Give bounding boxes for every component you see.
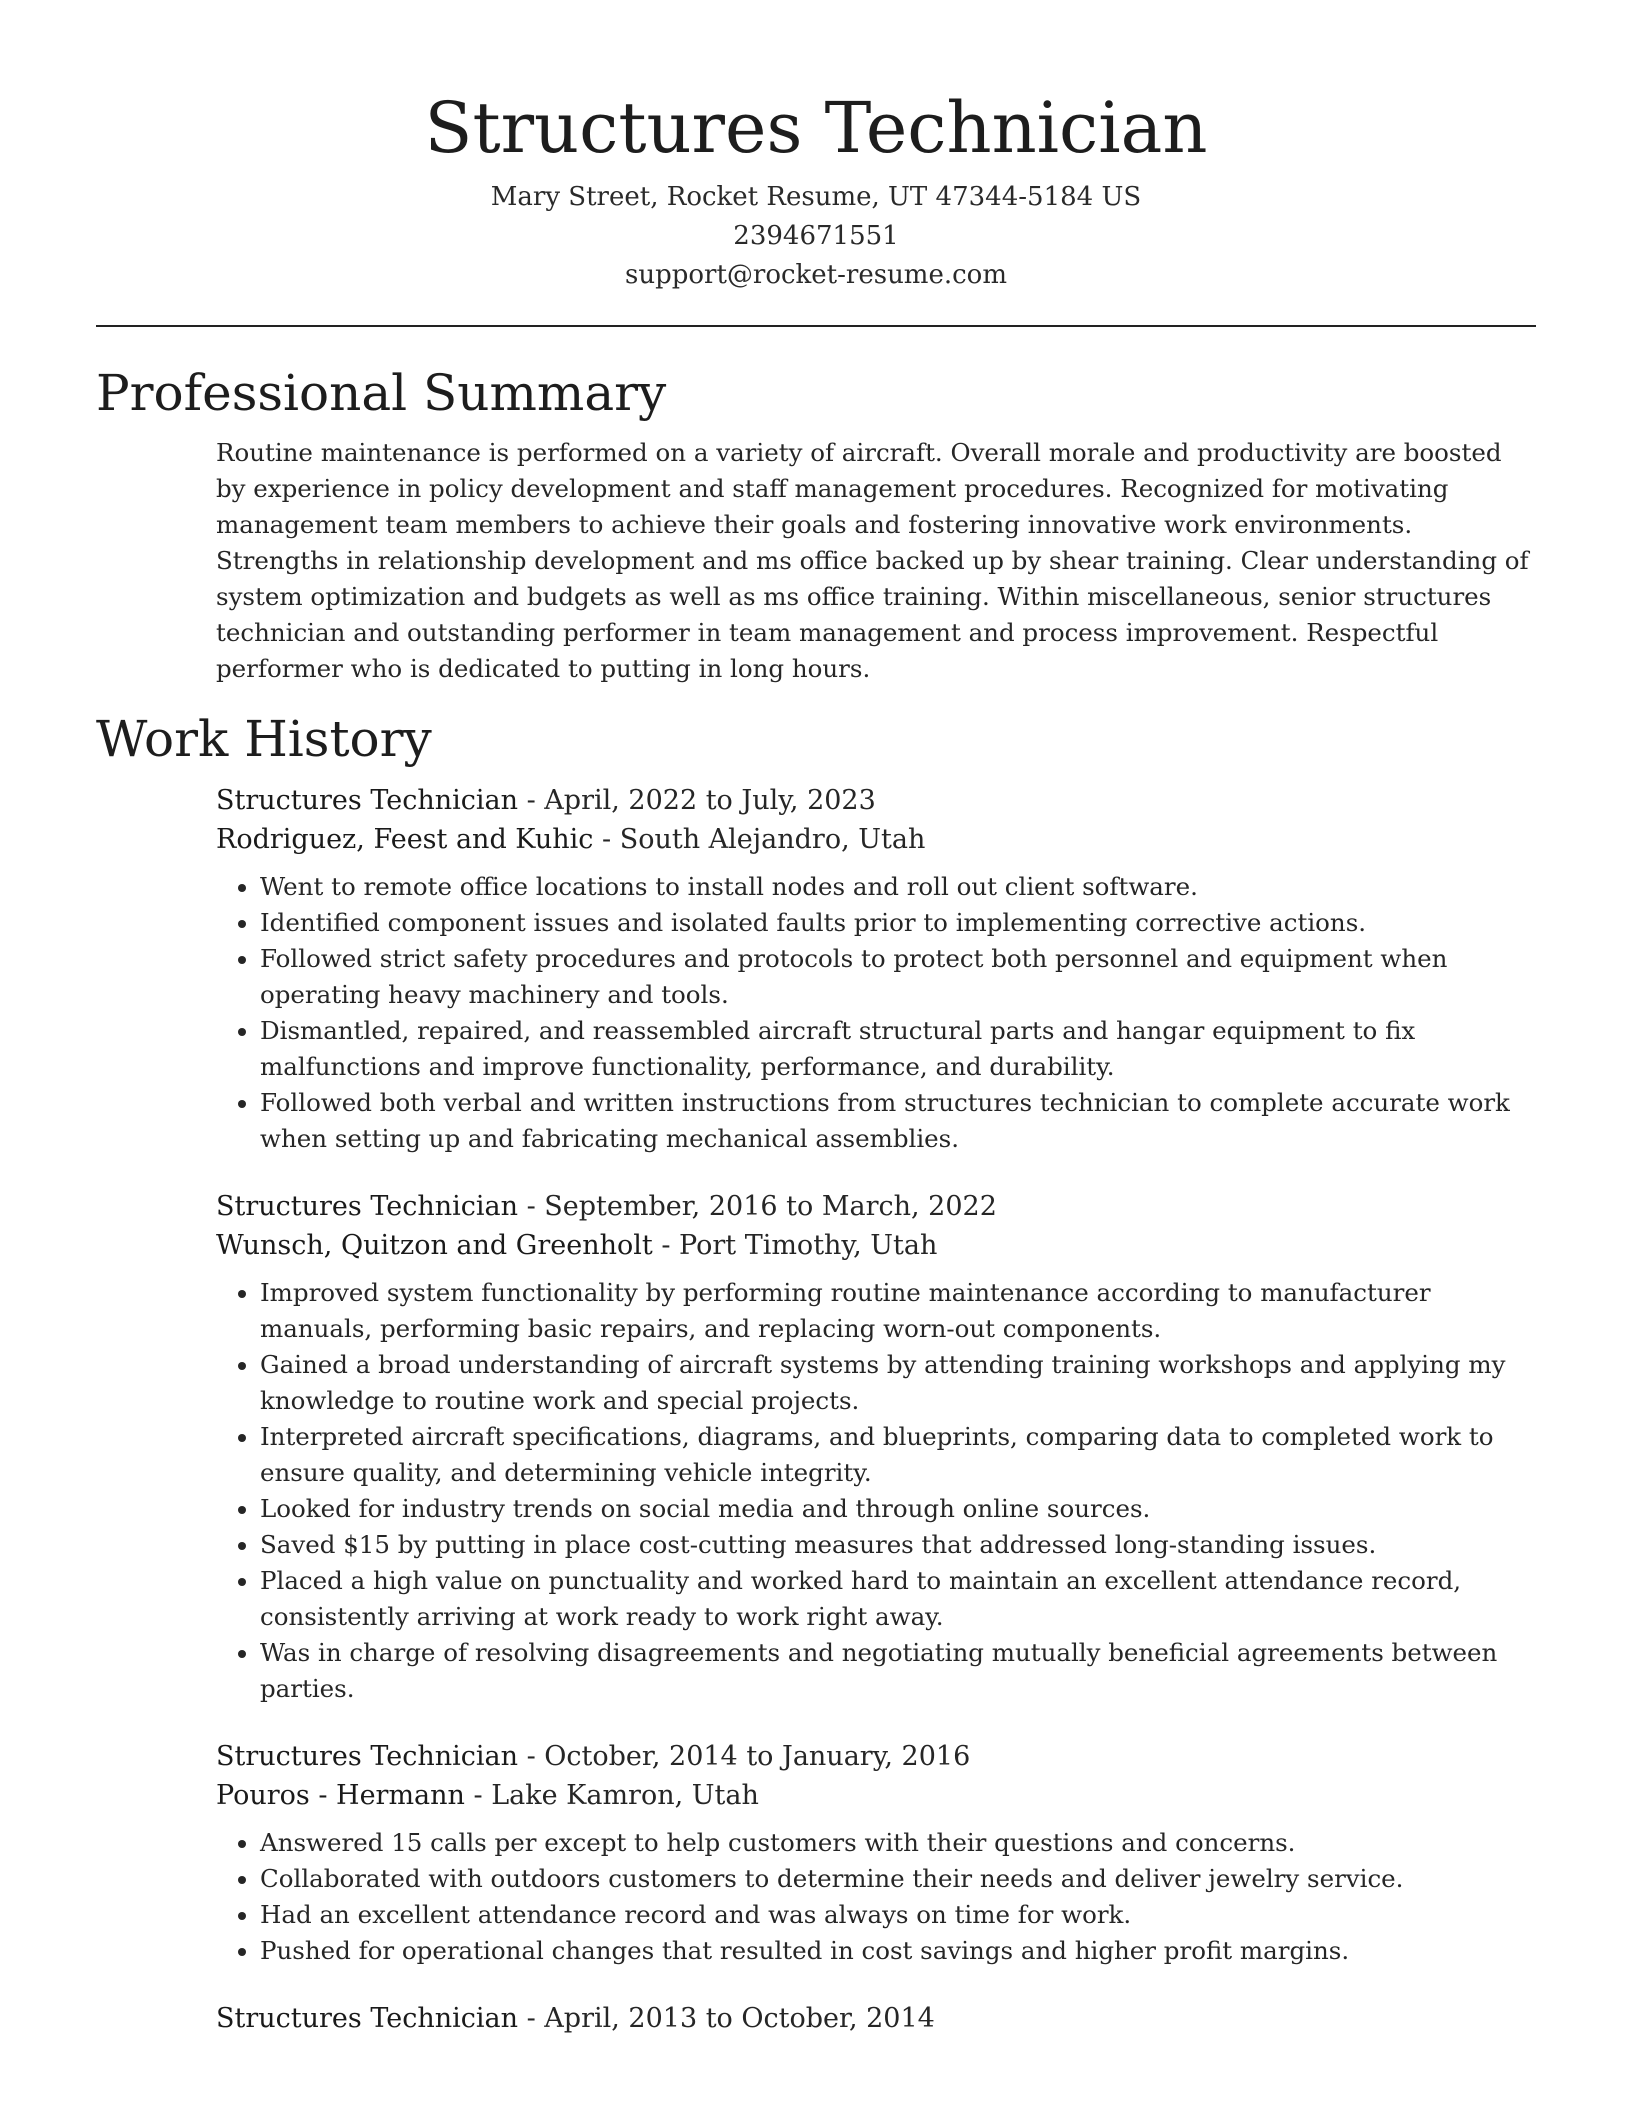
job-title: Structures Technician [216,2003,518,2034]
job-title-line [216,1737,1536,1776]
company-name: Wunsch, Quitzon and Greenholt [216,1230,653,1261]
company-name: Pouros - Hermann [216,1780,465,1811]
job-company-line [216,820,1536,859]
job-bullet: • Looked for industry trends on social media and through online sources. [260,1491,1536,1527]
job-bullet: • Went to remote office locations to install nodes and roll out client software. [260,869,1536,905]
job-dates: - April, 2022 to July, 2023 [518,785,876,816]
job-title-line [216,781,1536,820]
job-bullet: • Dismantled, repaired, and reassembled aircraft structural parts and hangar equipment to fix malfunctions and improve functionality, performance, and durability. [260,1013,1536,1085]
job-bullet: • Gained a broad understanding of aircraft systems by attending training workshops and applying my knowledge to routine work and special projects. [260,1347,1536,1419]
job-title-line [216,1999,1536,2038]
job-bullets [216,869,1536,1157]
job-bullet: • Identified component issues and isolated faults prior to implementing corrective actions. [260,905,1536,941]
job-bullet: • Collaborated with outdoors customers to determine their needs and deliver jewelry service. [260,1861,1536,1897]
job-dates: - September, 2016 to March, 2022 [518,1191,997,1222]
company-location: - South Alejandro, Utah [593,824,926,855]
work-history-section [96,709,1536,2038]
job-entry [216,781,1536,1157]
job-title: Structures Technician [216,1191,518,1222]
contact-info [96,178,1536,295]
job-bullet: • Answered 15 calls per except to help customers with their questions and concerns. [260,1825,1536,1861]
job-dates: - October, 2014 to January, 2016 [518,1741,971,1772]
job-bullets [216,1825,1536,1969]
job-bullet: • Interpreted aircraft specifications, diagrams, and blueprints, comparing data to completed work to ensure quality, and determining vehicle integrity. [260,1419,1536,1491]
company-name: Rodriguez, Feest and Kuhic [216,824,594,855]
job-bullet: • Had an excellent attendance record and was always on time for work. [260,1897,1536,1933]
job-bullet: • Improved system functionality by performing routine maintenance according to manufacturer manuals, performing basic repairs, and replacing worn-out components. [260,1275,1536,1347]
company-location: - Lake Kamron, Utah [464,1780,759,1811]
resume-page [96,0,1536,2112]
professional-summary-section [96,363,1536,687]
job-entry [216,1737,1536,1969]
job-bullet: • Saved $15 by putting in place cost-cutting measures that addressed long-standing issues. [260,1527,1536,1563]
job-bullet: • Followed both verbal and written instructions from structures technician to complete accurate work when setting up and fabricating mechanical assemblies. [260,1085,1536,1157]
job-bullet: • Was in charge of resolving disagreements and negotiating mutually beneficial agreements between parties. [260,1635,1536,1707]
header-divider [96,325,1536,327]
job-title: Structures Technician [216,1741,518,1772]
company-location: - Port Timothy, Utah [652,1230,938,1261]
job-company-line [216,1226,1536,1265]
address: Mary Street, Rocket Resume, UT 47344-5184 US [490,182,1142,212]
phone: 2394671551 [733,221,899,251]
job-entry [216,1187,1536,1707]
section-heading-summary: Professional Summary [96,364,667,422]
email: support@rocket-resume.com [624,260,1007,290]
job-entry [216,1999,1536,2038]
job-title: Structures Technician [216,785,518,816]
resume-title: Structures Technician [424,87,1208,169]
section-heading-work-history: Work History [96,710,432,768]
job-bullet: • Placed a high value on punctuality and worked hard to maintain an excellent attendance record, consistently arriving at work ready to work right away. [260,1563,1536,1635]
resume-header [96,0,1536,295]
job-title-line [216,1187,1536,1226]
job-bullets [216,1275,1536,1707]
job-dates: - April, 2013 to October, 2014 [518,2003,935,2034]
job-company-line [216,1776,1536,1815]
job-bullet: • Pushed for operational changes that resulted in cost savings and higher profit margins. [260,1933,1536,1969]
summary-text: Routine maintenance is performed on a variety of aircraft. Overall morale and productivity are boosted by experience in policy development and staff management procedures. Recognized for motivating management team members to achieve their goals and fostering innovative work environments. Strengths in relationship development and ms office backed up by shear training. Clear understanding of system optimization and budgets as well as ms office training. Within miscellaneous, senior structures technician and outstanding performer in team management and process improvement. Respectful performer who is dedicated to putting in long hours. [216,438,1529,683]
job-bullet: • Followed strict safety procedures and protocols to protect both personnel and equipment when operating heavy machinery and tools. [260,941,1536,1013]
